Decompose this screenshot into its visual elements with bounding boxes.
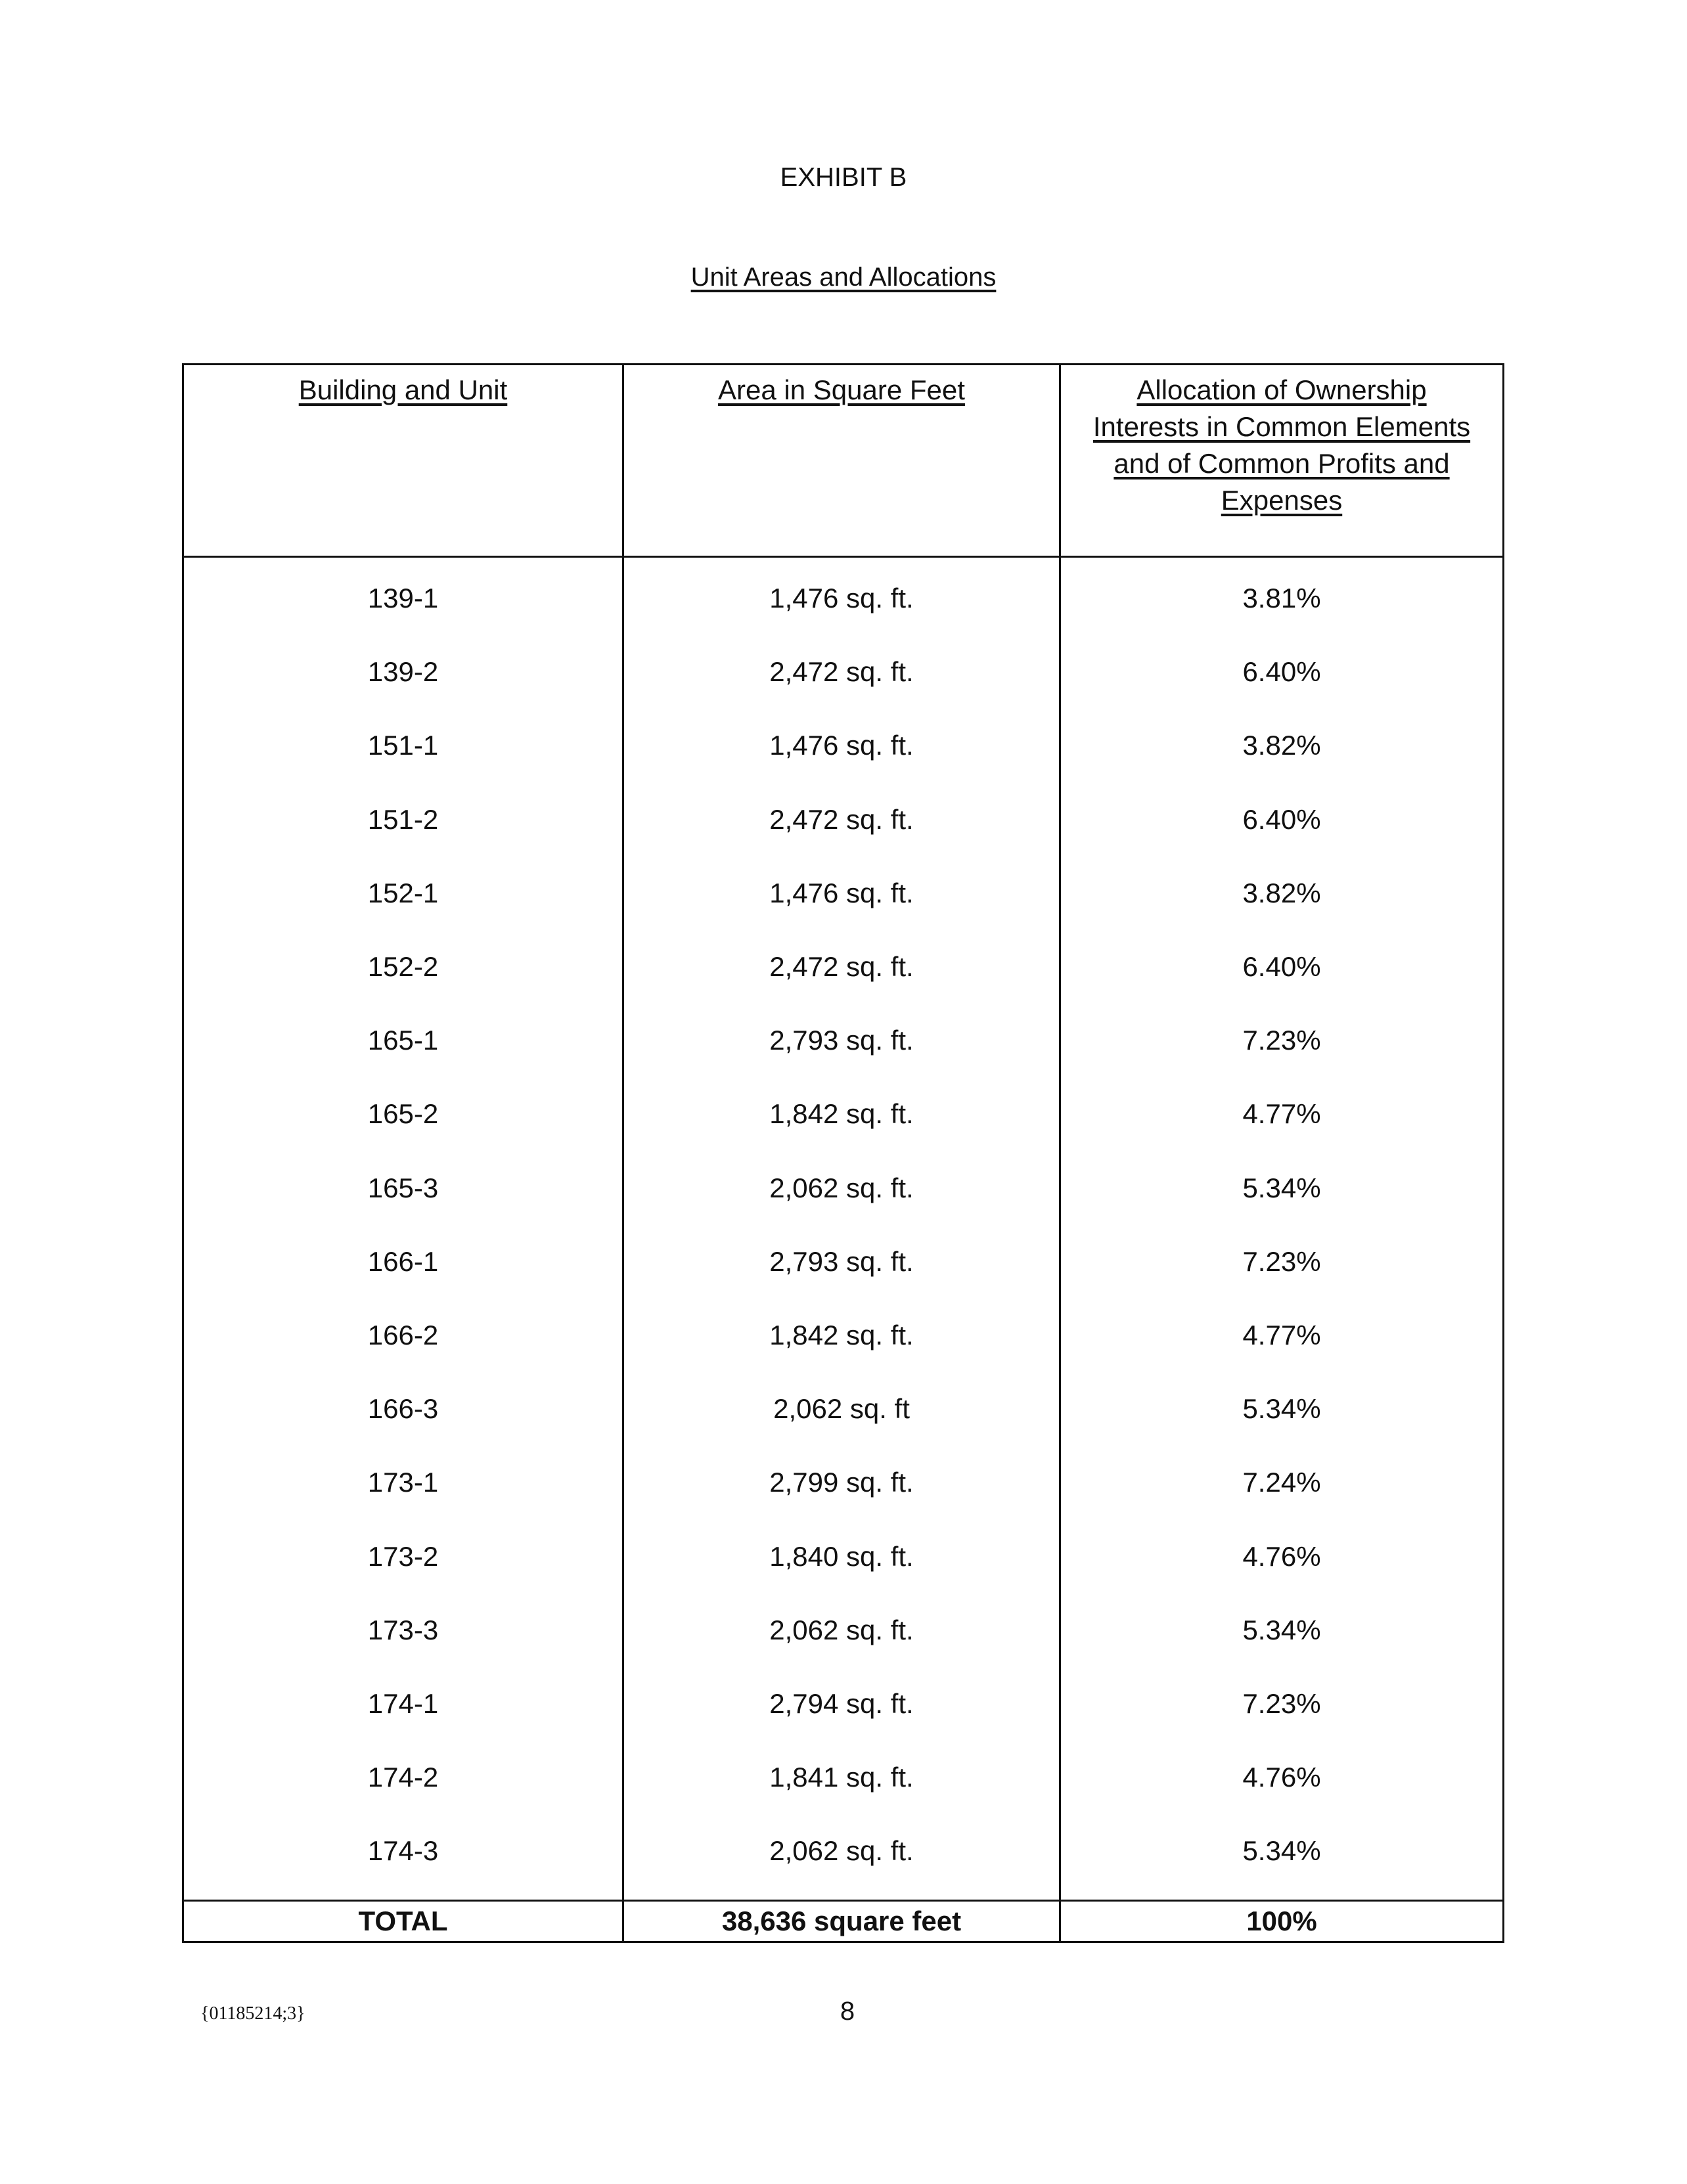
table-row [183,783,1504,857]
cell-unit: 151-2 [183,783,623,857]
cell-area: 1,840 sq. ft. [623,1519,1060,1593]
table-row [183,930,1504,1004]
cell-unit: 152-1 [183,857,623,930]
cell-area: 1,476 sq. ft. [623,857,1060,930]
cell-allocation: 4.76% [1060,1741,1504,1814]
cell-allocation: 4.76% [1060,1519,1504,1593]
table-row [183,1593,1504,1667]
cell-area: 2,472 sq. ft. [623,635,1060,709]
table-row [183,1519,1504,1593]
total-area: 38,636 square feet [623,1901,1060,1942]
cell-area: 2,472 sq. ft. [623,783,1060,857]
cell-allocation: 7.24% [1060,1446,1504,1519]
cell-area: 1,842 sq. ft. [623,1299,1060,1372]
table-row [183,557,1504,636]
unit-allocation-table [182,363,1504,1943]
page-subtitle: Unit Areas and Allocations [690,263,997,292]
cell-unit: 173-1 [183,1446,623,1519]
cell-allocation: 7.23% [1060,1004,1504,1077]
cell-area: 2,062 sq. ft. [623,1814,1060,1888]
total-row [183,1901,1504,1942]
table-header-row [183,365,1504,557]
cell-unit: 166-3 [183,1372,623,1446]
cell-allocation: 7.23% [1060,1225,1504,1299]
cell-unit: 173-2 [183,1519,623,1593]
table-row [183,1225,1504,1299]
cell-allocation: 5.34% [1060,1372,1504,1446]
cell-allocation: 5.34% [1060,1814,1504,1888]
cell-unit: 151-1 [183,709,623,782]
header-allocation: Allocation of Ownership Interests in Common Elements and of Common Profits and Expenses [1060,365,1504,557]
cell-unit: 166-2 [183,1299,623,1372]
cell-allocation: 3.82% [1060,857,1504,930]
cell-allocation: 3.81% [1060,557,1504,636]
cell-area: 2,793 sq. ft. [623,1225,1060,1299]
header-area: Area in Square Feet [623,365,1060,557]
cell-allocation: 5.34% [1060,1593,1504,1667]
table-row [183,1077,1504,1151]
table-row [183,1814,1504,1888]
cell-allocation: 6.40% [1060,635,1504,709]
cell-area: 1,476 sq. ft. [623,709,1060,782]
table-row [183,709,1504,782]
cell-unit: 173-3 [183,1593,623,1667]
cell-area: 1,842 sq. ft. [623,1077,1060,1151]
cell-allocation: 4.77% [1060,1077,1504,1151]
cell-unit: 166-1 [183,1225,623,1299]
table-row [183,635,1504,709]
table-row [183,1372,1504,1446]
cell-unit: 152-2 [183,930,623,1004]
table-row [183,1299,1504,1372]
table-row [183,1667,1504,1741]
exhibit-title: EXHIBIT B [780,163,907,192]
table-body [183,557,1504,1888]
table-row [183,1741,1504,1814]
cell-allocation: 4.77% [1060,1299,1504,1372]
cell-area: 1,841 sq. ft. [623,1741,1060,1814]
cell-allocation: 5.34% [1060,1151,1504,1225]
total-label: TOTAL [183,1901,623,1942]
cell-allocation: 3.82% [1060,709,1504,782]
cell-area: 2,793 sq. ft. [623,1004,1060,1077]
cell-area: 2,062 sq. ft [623,1372,1060,1446]
cell-unit: 139-2 [183,635,623,709]
cell-area: 2,799 sq. ft. [623,1446,1060,1519]
cell-area: 2,794 sq. ft. [623,1667,1060,1741]
cell-area: 2,062 sq. ft. [623,1593,1060,1667]
spacer-row [183,1888,1504,1901]
page-number: 8 [840,1997,855,2026]
cell-unit: 174-3 [183,1814,623,1888]
cell-unit: 174-2 [183,1741,623,1814]
table-row [183,1151,1504,1225]
cell-unit: 165-2 [183,1077,623,1151]
cell-allocation: 6.40% [1060,930,1504,1004]
cell-unit: 165-1 [183,1004,623,1077]
cell-unit: 174-1 [183,1667,623,1741]
cell-unit: 139-1 [183,557,623,636]
total-allocation: 100% [1060,1901,1504,1942]
table-row [183,1004,1504,1077]
document-number: {01185214;3} [200,2003,305,2024]
cell-area: 1,476 sq. ft. [623,557,1060,636]
table-row [183,857,1504,930]
cell-area: 2,062 sq. ft. [623,1151,1060,1225]
table-row [183,1446,1504,1519]
cell-unit: 165-3 [183,1151,623,1225]
cell-allocation: 7.23% [1060,1667,1504,1741]
header-building-unit: Building and Unit [183,365,623,557]
cell-area: 2,472 sq. ft. [623,930,1060,1004]
cell-allocation: 6.40% [1060,783,1504,857]
